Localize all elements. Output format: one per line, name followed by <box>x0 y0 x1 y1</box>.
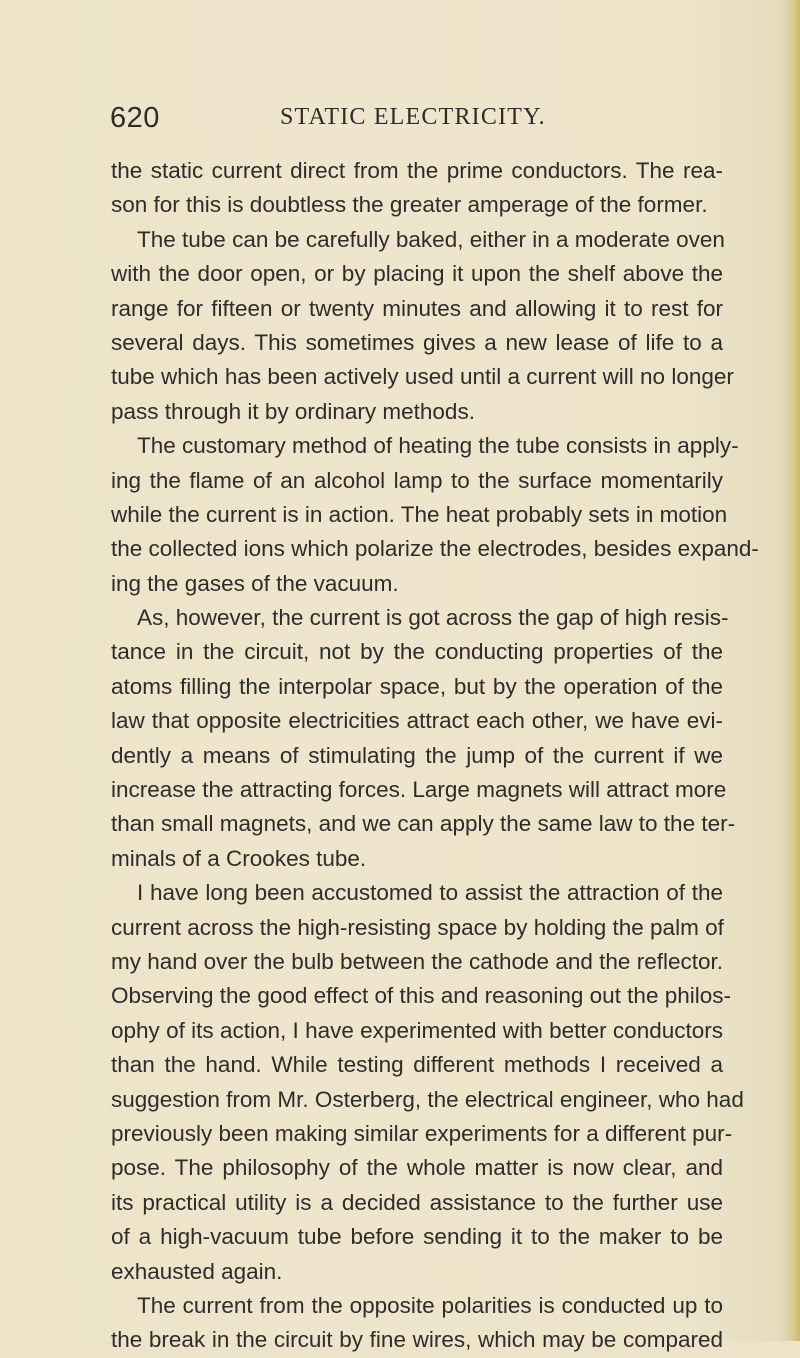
text-line: exhausted again. <box>111 1258 283 1284</box>
text-line: than the hand. While testing different methods I received a <box>111 1052 723 1078</box>
text-line: As, however, the current is got across the gap of high resis- <box>137 605 729 631</box>
text-line: ing the flame of an alcohol lamp to the surface momentarily <box>111 467 723 493</box>
text-line: previously been making similar experiments for a different pur- <box>111 1120 733 1146</box>
page-edge <box>786 0 800 1341</box>
text-line: the collected ions which polarize the electrodes, besides expand- <box>111 536 759 562</box>
text-line: tance in the circuit, not by the conducting properties of the <box>111 639 723 665</box>
text-line: its practical utility is a decided assistance to the further use <box>111 1189 723 1215</box>
text-line: suggestion from Mr. Osterberg, the electrical engineer, who had <box>111 1086 744 1112</box>
text-line: The current from the opposite polarities is conducted up to <box>137 1292 723 1318</box>
text-line: atoms filling the interpolar space, but by the operation of the <box>111 673 723 699</box>
text-line: with the door open, or by placing it upon the shelf above the <box>111 261 723 287</box>
text-line: pass through it by ordinary methods. <box>111 398 475 424</box>
running-head: STATIC ELECTRICITY. <box>280 104 546 130</box>
body-text <box>111 154 759 1358</box>
text-line: my hand over the bulb between the cathode and the reflector. <box>111 948 723 974</box>
page-header <box>110 102 710 142</box>
text-line: range for fifteen or twenty minutes and allowing it to rest for <box>111 295 723 321</box>
text-line: increase the attracting forces. Large magnets will attract more <box>111 777 727 803</box>
text-line: pose. The philosophy of the whole matter is now clear, and <box>111 1155 723 1181</box>
text-line: the static current direct from the prime conductors. The rea- <box>111 158 723 183</box>
text-line: son for this is doubtless the greater amperage of the former. <box>111 192 708 218</box>
text-line: while the current is in action. The heat probably sets in motion <box>111 501 728 527</box>
text-line: several days. This sometimes gives a new lease of life to a <box>111 329 723 355</box>
text-line: The tube can be carefully baked, either in a moderate oven <box>137 226 725 252</box>
text-line: dently a means of stimulating the jump of the current if we <box>111 742 723 768</box>
text-line: current across the high-resisting space by holding the palm of <box>111 914 724 940</box>
text-line: the break in the circuit by fine wires, which may be compared <box>111 1327 723 1353</box>
text-line: I have long been accustomed to assist the attraction of the <box>137 880 723 906</box>
text-line: The customary method of heating the tube consists in apply- <box>137 433 739 459</box>
text-line: minals of a Crookes tube. <box>111 845 367 871</box>
text-line: than small magnets, and we can apply the same law to the ter- <box>111 811 736 837</box>
text-line: of a high-vacuum tube before sending it to the maker to be <box>111 1224 723 1250</box>
text-line: ing the gases of the vacuum. <box>111 570 399 596</box>
text-line: tube which has been actively used until a current will no longer <box>111 364 734 390</box>
page-number: 620 <box>110 102 160 134</box>
text-line: ophy of its action, I have experimented with better conductors <box>111 1017 723 1043</box>
text-line: Observing the good effect of this and reasoning out the philos- <box>111 983 731 1009</box>
text-line: law that opposite electricities attract each other, we have evi- <box>111 708 723 734</box>
